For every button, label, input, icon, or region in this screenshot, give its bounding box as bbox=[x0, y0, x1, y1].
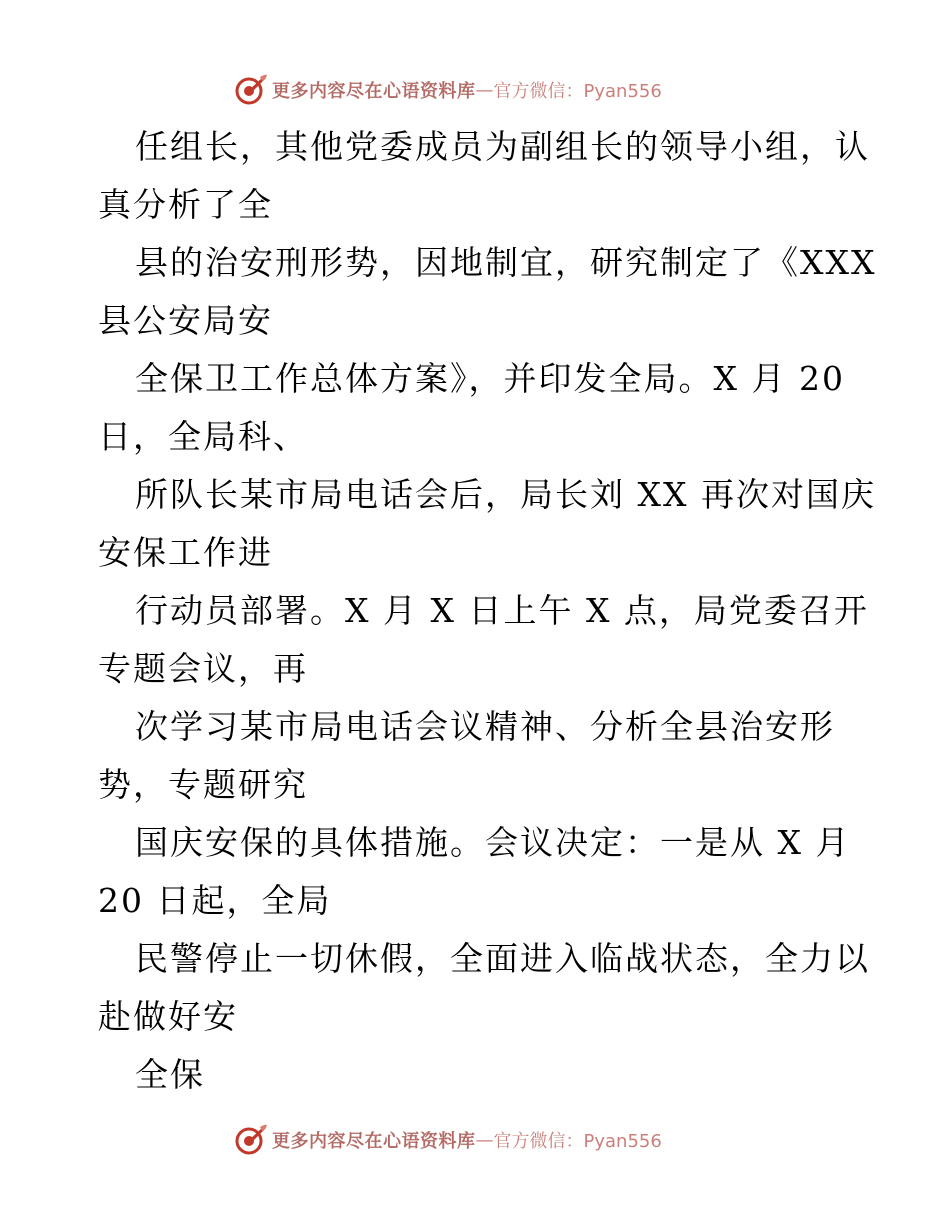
footer-banner bbox=[234, 1122, 714, 1158]
body-line-3: 县的治安刑形势，因地制宜，研究制定了《XXX bbox=[135, 243, 877, 282]
body-line-15: 民警停止一切休假，全面进入临战状态，全力以 bbox=[135, 939, 870, 978]
body-line-2: 真分析了全 bbox=[98, 185, 273, 224]
header-banner-text: 更多内容尽在心语资料库 bbox=[272, 81, 476, 102]
body-line-11: 次学习某市局电话会议精神、分析全县治安形 bbox=[135, 707, 835, 746]
body-line-7: 所队长某市局电话会后，局长刘 XX 再次对国庆 bbox=[135, 475, 876, 514]
body-line-6: 日，全局科、 bbox=[98, 417, 308, 456]
footer-banner-text: 更多内容尽在心语资料库 bbox=[272, 1131, 476, 1152]
footer-banner-contact: 官方微信：Pyan556 bbox=[493, 1131, 662, 1152]
body-line-13: 国庆安保的具体措施。会议决定：一是从 X 月 bbox=[135, 823, 851, 862]
quill-logo-icon bbox=[234, 73, 268, 107]
body-line-5: 全保卫工作总体方案》，并印发全局。X 月 20 bbox=[135, 359, 845, 398]
body-line-17: 全保 bbox=[135, 1055, 205, 1094]
quill-logo-icon bbox=[234, 1123, 268, 1157]
footer-banner-separator: — bbox=[475, 1129, 494, 1151]
body-line-9: 行动员部署。X 月 X 日上午 X 点，局党委召开 bbox=[135, 591, 869, 630]
body-line-14: 20 日起，全局 bbox=[98, 881, 332, 920]
body-line-10: 专题会议，再 bbox=[98, 649, 308, 688]
header-banner bbox=[234, 72, 714, 108]
header-banner-contact: 官方微信：Pyan556 bbox=[493, 81, 662, 102]
body-line-12: 势，专题研究 bbox=[98, 765, 308, 804]
body-line-8: 安保工作进 bbox=[98, 533, 273, 572]
body-line-16: 赴做好安 bbox=[98, 997, 238, 1036]
header-banner-separator: — bbox=[475, 79, 494, 101]
document-body bbox=[98, 118, 877, 1104]
body-line-1: 任组长，其他党委成员为副组长的领导小组，认 bbox=[135, 127, 870, 166]
body-line-4: 县公安局安 bbox=[98, 301, 273, 340]
